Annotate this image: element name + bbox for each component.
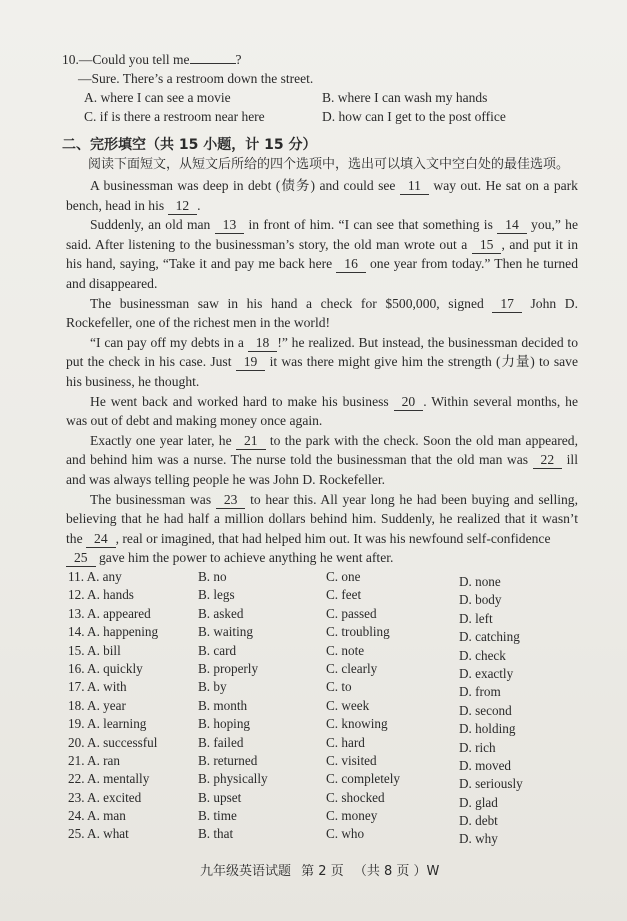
option-b: B. legs <box>198 587 235 603</box>
option-d: D. left <box>459 610 493 626</box>
option-d: D. why <box>459 831 498 847</box>
text: . Within several months, he was out of debt and making money once again. <box>66 393 578 429</box>
option-d: D. check <box>459 647 506 663</box>
option-a: 15. A. bill <box>68 642 121 658</box>
option-a: 22. A. mentally <box>68 771 150 787</box>
option-c: C. money <box>326 808 378 824</box>
option-c: C. troubling <box>326 624 390 640</box>
option-a: 12. A. hands <box>68 587 134 603</box>
text: way out. He sat on a park bench, head in his <box>66 178 578 213</box>
option-b: B. failed <box>198 734 244 750</box>
blank-13: 13 <box>215 217 245 234</box>
q10-option-a: A. where I can see a movie <box>84 90 231 105</box>
option-c: C. completely <box>326 771 400 787</box>
option-a: 17. A. with <box>68 679 127 695</box>
paragraph-7 <box>66 490 578 549</box>
option-c: C. clearly <box>326 660 378 676</box>
footer-title: 九年级英语试题 <box>200 864 292 879</box>
option-b: B. that <box>198 826 234 842</box>
option-c: C. visited <box>326 752 377 768</box>
text: John D. Rockefeller, one of the richest men in the world! <box>66 295 578 331</box>
q10-stem-row <box>62 50 582 69</box>
paragraph-1 <box>66 176 578 215</box>
text: to the park with the check. Soon the old man appeared, and behind him was a nurse. The nurse told the businessman that the old man was <box>66 432 578 468</box>
q10-option-c: C. if is there a restroom near here <box>84 109 265 124</box>
option-c: C. knowing <box>326 716 388 732</box>
text: He went back and worked hard to make his business <box>90 393 394 409</box>
blank-23: 23 <box>216 492 246 509</box>
blank-14: 14 <box>497 217 527 234</box>
option-a: 13. A. appeared <box>68 605 151 621</box>
blank-24: 24 <box>86 531 116 548</box>
option-c: C. hard <box>326 734 365 750</box>
option-a: 14. A. happening <box>68 624 159 640</box>
option-d: D. rich <box>459 739 496 755</box>
q10-stem: 10.—Could you tell me <box>62 52 190 67</box>
option-a: 18. A. year <box>68 697 126 713</box>
option-c: C. week <box>326 697 370 713</box>
option-c: C. shocked <box>326 789 385 805</box>
blank-18: 18 <box>248 335 278 352</box>
text: . <box>197 197 201 213</box>
blank-25: 25 <box>66 550 96 567</box>
option-b: B. hoping <box>198 716 251 732</box>
blank-21: 21 <box>236 433 266 450</box>
cloze-passage <box>66 176 578 568</box>
option-d: D. debt <box>459 813 498 829</box>
blank-19: 19 <box>236 354 266 371</box>
blank-22: 22 <box>533 452 563 469</box>
option-c: C. to <box>326 679 352 695</box>
paragraph-5 <box>66 392 578 431</box>
option-c: C. passed <box>326 605 377 621</box>
option-a: 19. A. learning <box>68 716 147 732</box>
section-title: 二、完形填空（共 15 小题，计 15 分） <box>62 137 317 153</box>
blank-16: 16 <box>336 256 366 273</box>
option-b: B. card <box>198 642 237 658</box>
section-instruction: 阅读下面短文，从短文后所给的四个选项中，选出可以填入文中空白处的最佳选项。 <box>88 157 570 172</box>
option-a: 23. A. excited <box>68 789 142 805</box>
text: Suddenly, an old man <box>90 217 215 233</box>
option-d: D. exactly <box>459 665 514 681</box>
option-b: B. waiting <box>198 624 253 640</box>
footer-total: （共 8 页 ）W <box>353 864 440 879</box>
page-footer <box>200 860 445 879</box>
option-d: D. seriously <box>459 776 523 792</box>
text: The businessman saw in his hand a check for $500,000, signed <box>90 295 493 311</box>
option-d: D. none <box>459 574 501 589</box>
option-a: 21. A. ran <box>68 752 121 768</box>
text: The businessman was <box>90 491 216 507</box>
text: to hear this. All year long he had been buying and selling, believing that he had half a million dollars behind him. Suddenly, he realized that it wasn’t the <box>66 491 578 546</box>
text: “I can pay off my debts in a <box>90 334 248 350</box>
option-d: D. moved <box>459 757 512 773</box>
text: A businessman was deep in debt (债务) and could see <box>90 178 400 193</box>
q10-options <box>84 88 582 126</box>
option-b: B. physically <box>198 771 268 787</box>
paragraph-8 <box>66 548 578 568</box>
option-a: 24. A. man <box>68 808 126 824</box>
option-c: C. note <box>326 642 365 658</box>
blank-12: 12 <box>168 198 198 215</box>
text: in front of him. “I can see that something is <box>244 217 498 233</box>
option-a: 25. A. what <box>68 826 129 842</box>
text: it was there might give him the strength (力量) to save his business, he thought. <box>66 354 578 389</box>
option-d: D. body <box>459 592 502 608</box>
paragraph-6 <box>66 431 578 490</box>
q10-stem-end: ? <box>235 52 242 67</box>
option-d: D. holding <box>459 721 516 737</box>
option-c: C. who <box>326 826 365 842</box>
option-d: D. second <box>459 702 512 718</box>
footer-page: 第 2 页 <box>301 864 344 879</box>
question-10 <box>62 50 582 126</box>
answer-options <box>68 568 588 847</box>
q10-option-d: D. how can I get to the post office <box>322 109 506 124</box>
option-row <box>68 568 588 589</box>
blank-20: 20 <box>394 394 424 411</box>
option-c: C. one <box>326 569 361 584</box>
option-b: B. returned <box>198 752 258 768</box>
option-d: D. catching <box>459 629 520 645</box>
option-b: B. month <box>198 697 248 713</box>
option-b: B. properly <box>198 660 259 676</box>
option-b: B. asked <box>198 605 244 621</box>
q10-reply: —Sure. There’s a restroom down the street. <box>78 71 314 86</box>
text: Exactly one year later, he <box>90 432 236 448</box>
text: gave him the power to achieve anything he went after. <box>95 550 394 566</box>
option-b: B. no <box>198 569 227 584</box>
option-a: 16. A. quickly <box>68 660 143 676</box>
blank-17: 17 <box>492 296 522 313</box>
text: one year from today.” Then he turned and disappeared. <box>66 256 578 291</box>
blank-15: 15 <box>472 237 502 254</box>
text: , and put it in his hand, saying, “Take it and pay me back here <box>66 236 578 272</box>
option-a: 11. A. any <box>68 569 122 584</box>
text: ill and was always telling people he was John D. Rockefeller. <box>66 452 578 487</box>
blank-11: 11 <box>400 178 429 195</box>
option-d: D. glad <box>459 794 498 810</box>
option-c: C. feet <box>326 587 362 603</box>
paragraph-2 <box>66 215 578 293</box>
paragraph-4 <box>66 333 578 392</box>
text: !” he realized. But instead, the businessman decided to put the check in his case. Just <box>66 334 578 370</box>
text: , real or imagined, that had helped him out. It was his newfound self-confidence <box>115 530 551 546</box>
option-b: B. upset <box>198 789 242 805</box>
paragraph-3 <box>66 294 578 333</box>
q10-option-b: B. where I can wash my hands <box>322 90 488 105</box>
text: you,” he said. After listening to the businessman’s story, the old man wrote out a <box>66 217 578 252</box>
q10-blank <box>190 63 236 64</box>
option-b: B. time <box>198 808 237 824</box>
option-b: B. by <box>198 679 227 695</box>
option-d: D. from <box>459 684 501 700</box>
option-a: 20. A. successful <box>68 734 158 750</box>
